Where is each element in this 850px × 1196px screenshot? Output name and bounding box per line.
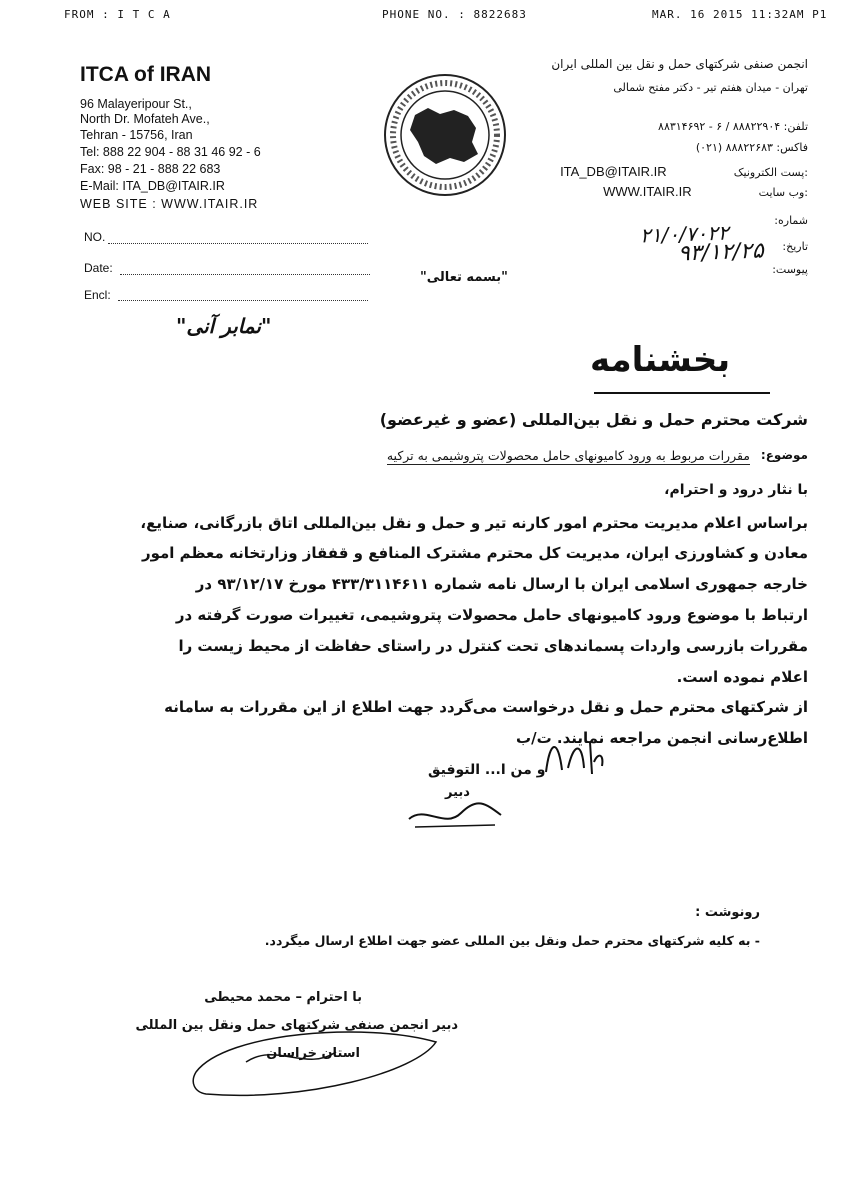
forward-signer: دبیر انجمن صنفی شرکتهای حمل ونقل بین المللی	[135, 1018, 458, 1033]
website-label-fa: وب سایت:	[758, 186, 808, 199]
fax-label: "نمابر آنی"	[176, 314, 272, 338]
regards: با احترام – محمد محیطی	[204, 990, 362, 1005]
closing: و من ا... التوفیق	[428, 762, 546, 778]
paragraph-2-line: از شرکتهای محترم حمل و نقل درخواست می‌گردد جهت اطلاع از این مقررات به سامانه	[164, 698, 808, 716]
forward-label: رونوشت :	[695, 905, 760, 920]
website-fa: WWW.ITAIR.IR	[603, 184, 692, 199]
org-name-en: ITCA of IRAN	[80, 63, 212, 86]
fax-from: FROM : I T C A	[64, 8, 171, 21]
paragraph-1-line: اعلام نموده است.	[676, 668, 808, 686]
paragraph-1-line: ارتباط با موضوع ورود کامیونهای حامل محصولات پتروشیمی، تغییرات صورت گرفته در	[175, 606, 808, 624]
date-label: Date:	[84, 261, 113, 275]
encl-label-fa: پیوست:	[772, 263, 808, 276]
association-logo	[380, 70, 510, 200]
signer-title: دبیر	[445, 785, 470, 800]
fax-datetime: MAR. 16 2015 11:32AM P1	[652, 8, 828, 21]
email-en: E-Mail: ITA_DB@ITAIR.IR	[80, 179, 225, 193]
signer-signature	[405, 795, 505, 835]
no-label: NO.	[84, 230, 106, 244]
tel-en: Tel: 888 22 904 - 88 31 46 92 - 6	[80, 145, 261, 159]
greeting: با نثار درود و احترام،	[664, 482, 808, 498]
encl-label: Encl:	[84, 288, 111, 302]
paragraph-2-line: اطلاع‌رسانی انجمن مراجعه نمایند. ت/ب	[516, 729, 808, 747]
recipient: شرکت محترم حمل و نقل بین‌المللی (عضو و غیرعضو)	[379, 410, 808, 429]
address-fa: تهران - میدان هفتم تیر - دکتر مفتح شمالی	[613, 81, 808, 94]
fax-fa: فاکس: ۸۸۸۲۲۶۸۳ (۰۲۱)	[695, 141, 808, 154]
subject-text: مقررات مربوط به ورود کامیونهای حامل محصولات پتروشیمی به ترکیه	[386, 448, 750, 463]
email-fa: ITA_DB@ITAIR.IR	[560, 164, 667, 179]
initial-signature	[538, 732, 608, 782]
paragraph-1-line: معادن و کشاورزی ایران، مدیریت کل محترم مشترک المنافع و قفقاز وزارتخانه معظم امور	[141, 544, 808, 562]
forward-signature	[186, 1022, 446, 1102]
encl-line	[118, 300, 368, 301]
subject-label: موضوع:	[760, 448, 808, 462]
address-line-1: 96 Malayeripour St.,	[80, 97, 192, 111]
address-line-2: North Dr. Mofateh Ave.,	[80, 112, 210, 126]
no-label-fa: شماره:	[774, 214, 808, 227]
website-fa-row	[603, 184, 808, 199]
email-fa-row	[560, 164, 808, 179]
letter-date: ۹۳/۱۲/۲۵	[677, 238, 765, 267]
invocation: "بسمه تعالی"	[420, 270, 508, 285]
paragraph-1-line: مقررات بازرسی واردات پسماندهای تحت کنترل در راستای حفاظت از محیط زیست را	[178, 637, 808, 655]
website-en: WEB SITE : WWW.ITAIR.IR	[80, 197, 259, 211]
tel-fa: تلفن: ۸۸۸۲۲۹۰۴ / ۶ - ۸۸۳۱۴۶۹۲	[658, 120, 808, 133]
letter-number: ۲۱/۰/۷۰۲۲	[639, 220, 730, 248]
no-line	[108, 243, 368, 244]
date-label-fa: تاریخ:	[782, 240, 808, 253]
paragraph-1-line: براساس اعلام مدیریت محترم امور کارنه تیر و حمل و نقل بین‌المللی اتاق بازرگانی، صنایع،	[140, 514, 808, 532]
circular-title: بخشنامه	[590, 340, 731, 380]
title-underline	[594, 392, 770, 394]
address-city: Tehran - 15756, Iran	[80, 128, 193, 142]
paragraph-1-line: خارجه جمهوری اسلامی ایران با ارسال نامه شماره ۴۳۳/۳۱۱۴۶۱۱ مورخ ۹۳/۱۲/۱۷ در	[195, 575, 808, 593]
date-line	[120, 274, 370, 275]
forward-text: - به کلیه شرکتهای محترم حمل ونقل بین المللی عضو جهت اطلاع ارسال میگردد.	[264, 933, 760, 948]
fax-en: Fax: 98 - 21 - 888 22 683	[80, 162, 221, 176]
org-name-fa: انجمن صنفی شرکتهای حمل و نقل بین المللی ایران	[551, 57, 808, 71]
email-label-fa: پست الکترونیک:	[733, 166, 808, 179]
fax-phone: PHONE NO. : 8822683	[382, 8, 527, 21]
province: استان خراسان	[266, 1046, 360, 1061]
